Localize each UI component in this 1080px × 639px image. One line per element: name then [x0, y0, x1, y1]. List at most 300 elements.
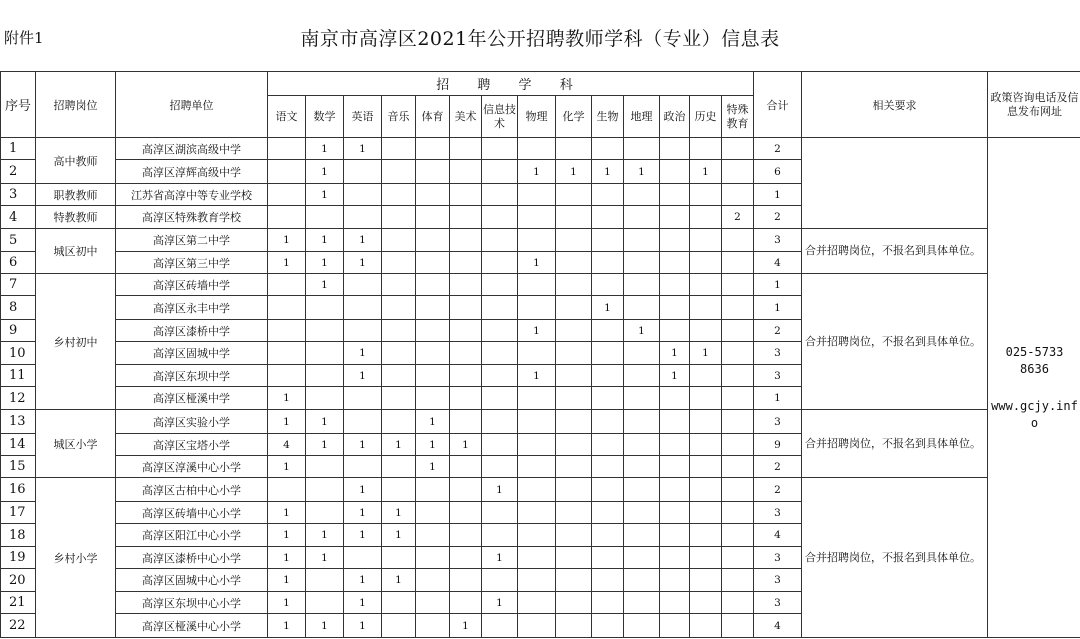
row-position: 特教教师 [36, 206, 116, 229]
table-row [1, 410, 1080, 434]
row-total: 1 [754, 274, 802, 296]
subject-count-cell [624, 524, 660, 547]
subject-count-cell [592, 252, 624, 274]
subject-count-cell [382, 320, 416, 342]
subject-count-cell [556, 229, 592, 252]
header-subject: 特殊教育 [722, 96, 754, 138]
subject-count-cell: 1 [690, 160, 722, 184]
subject-count-cell [722, 569, 754, 592]
row-unit: 高淳区宝塔小学 [116, 434, 268, 456]
subject-count-cell: 1 [344, 229, 382, 252]
row-unit: 高淳区砖墙中心小学 [116, 502, 268, 524]
subject-count-cell: 1 [592, 296, 624, 320]
subject-count-cell [518, 614, 556, 638]
subject-count-cell: 1 [344, 502, 382, 524]
subject-count-cell [556, 342, 592, 365]
subject-count-cell [382, 274, 416, 296]
subject-count-cell: 1 [450, 614, 482, 638]
subject-count-cell: 1 [556, 160, 592, 184]
subject-count-cell [382, 456, 416, 478]
subject-count-cell [690, 274, 722, 296]
subject-count-cell: 1 [268, 614, 306, 638]
header-total: 合计 [754, 72, 802, 138]
subject-count-cell [660, 524, 690, 547]
subject-count-cell [450, 387, 482, 410]
subject-count-cell [382, 342, 416, 365]
subject-count-cell [450, 252, 482, 274]
row-requirement-note: 合并招聘岗位，不报名到具体单位。 [802, 478, 988, 638]
subject-count-cell [416, 524, 450, 547]
row-position: 高中教师 [36, 138, 116, 184]
subject-count-cell: 1 [518, 320, 556, 342]
subject-count-cell [344, 547, 382, 569]
header-subject: 生物 [592, 96, 624, 138]
row-total: 2 [754, 478, 802, 502]
subject-count-cell [306, 478, 344, 502]
subject-count-cell [556, 478, 592, 502]
subject-count-cell [268, 320, 306, 342]
subject-count-cell [518, 502, 556, 524]
table-row [1, 478, 1080, 502]
subject-count-cell [690, 502, 722, 524]
page-title: 南京市高淳区2021年公开招聘教师学科（专业）信息表 [300, 28, 780, 50]
subject-count-cell: 1 [306, 274, 344, 296]
row-unit: 高淳区砖墙中学 [116, 274, 268, 296]
subject-count-cell [690, 569, 722, 592]
subject-count-cell [450, 160, 482, 184]
subject-count-cell [556, 365, 592, 387]
subject-count-cell [416, 365, 450, 387]
subject-count-cell: 1 [268, 547, 306, 569]
subject-count-cell [592, 614, 624, 638]
subject-count-cell [660, 252, 690, 274]
row-unit: 高淳区淳辉高级中学 [116, 160, 268, 184]
subject-count-cell [660, 502, 690, 524]
subject-count-cell [690, 229, 722, 252]
subject-count-cell [624, 274, 660, 296]
subject-count-cell [592, 592, 624, 614]
header-subject: 物理 [518, 96, 556, 138]
subject-count-cell [416, 569, 450, 592]
row-total: 3 [754, 365, 802, 387]
subject-count-cell [482, 320, 518, 342]
header-subject: 地理 [624, 96, 660, 138]
subject-count-cell: 1 [344, 524, 382, 547]
header-subject: 信息技术 [482, 96, 518, 138]
row-position: 城区初中 [36, 229, 116, 274]
row-seq: 11 [1, 365, 36, 387]
subject-count-cell [556, 434, 592, 456]
row-total: 4 [754, 614, 802, 638]
subject-count-cell: 1 [268, 502, 306, 524]
subject-count-cell [722, 478, 754, 502]
subject-count-cell [624, 456, 660, 478]
subject-count-cell [518, 569, 556, 592]
subject-count-cell [482, 614, 518, 638]
subject-count-cell [722, 387, 754, 410]
subject-count-cell [450, 365, 482, 387]
row-unit: 高淳区桠溪中心小学 [116, 614, 268, 638]
subject-count-cell [722, 184, 754, 206]
subject-count-cell [416, 274, 450, 296]
subject-count-cell [624, 387, 660, 410]
subject-count-cell [624, 547, 660, 569]
subject-count-cell [482, 229, 518, 252]
subject-count-cell [624, 342, 660, 365]
subject-count-cell [556, 252, 592, 274]
row-total: 3 [754, 547, 802, 569]
subject-count-cell [450, 569, 482, 592]
subject-count-cell: 1 [344, 434, 382, 456]
row-position: 乡村初中 [36, 274, 116, 410]
row-unit: 高淳区漆桥中心小学 [116, 547, 268, 569]
row-position: 乡村小学 [36, 478, 116, 638]
header-contact: 政策咨询电话及信息发布网址 [988, 72, 1080, 138]
subject-count-cell [624, 206, 660, 229]
subject-count-cell [268, 478, 306, 502]
row-total: 2 [754, 138, 802, 160]
row-seq: 5 [1, 229, 36, 252]
subject-count-cell [450, 410, 482, 434]
subject-count-cell [690, 524, 722, 547]
subject-count-cell [518, 410, 556, 434]
row-unit: 高淳区桠溪中学 [116, 387, 268, 410]
subject-count-cell [518, 184, 556, 206]
subject-count-cell [382, 410, 416, 434]
table-row [1, 138, 1080, 160]
subject-count-cell [690, 614, 722, 638]
subject-count-cell: 1 [624, 320, 660, 342]
subject-count-cell [344, 410, 382, 434]
subject-count-cell: 1 [450, 434, 482, 456]
header-seq: 序号 [1, 72, 36, 138]
subject-count-cell [382, 592, 416, 614]
subject-count-cell [382, 387, 416, 410]
subject-count-cell: 1 [482, 592, 518, 614]
subject-count-cell [382, 184, 416, 206]
subject-count-cell: 1 [518, 252, 556, 274]
row-total: 1 [754, 387, 802, 410]
subject-count-cell [624, 296, 660, 320]
subject-count-cell: 1 [306, 614, 344, 638]
subject-count-cell [592, 184, 624, 206]
subject-count-cell [416, 592, 450, 614]
subject-count-cell [592, 206, 624, 229]
subject-count-cell [722, 229, 754, 252]
subject-count-cell [592, 569, 624, 592]
subject-count-cell: 1 [268, 592, 306, 614]
row-seq: 18 [1, 524, 36, 547]
subject-count-cell [450, 547, 482, 569]
subject-count-cell [482, 206, 518, 229]
subject-count-cell [344, 387, 382, 410]
subject-count-cell [660, 320, 690, 342]
subject-count-cell [722, 410, 754, 434]
subject-count-cell [660, 614, 690, 638]
subject-count-cell: 1 [306, 547, 344, 569]
subject-count-cell [306, 502, 344, 524]
subject-count-cell [344, 296, 382, 320]
subject-count-cell [592, 502, 624, 524]
subject-count-cell [690, 365, 722, 387]
subject-count-cell [592, 365, 624, 387]
subject-count-cell [592, 138, 624, 160]
subject-count-cell: 1 [306, 160, 344, 184]
subject-count-cell [556, 320, 592, 342]
row-seq: 4 [1, 206, 36, 229]
subject-count-cell [382, 252, 416, 274]
subject-count-cell [660, 478, 690, 502]
subject-count-cell [722, 274, 754, 296]
subject-count-cell [482, 252, 518, 274]
row-total: 4 [754, 252, 802, 274]
contact-info [988, 138, 1080, 638]
subject-count-cell [722, 614, 754, 638]
subject-count-cell: 1 [344, 138, 382, 160]
row-requirement-note [802, 138, 988, 229]
subject-count-cell [482, 524, 518, 547]
subject-count-cell [556, 184, 592, 206]
row-unit: 高淳区特殊教育学校 [116, 206, 268, 229]
subject-count-cell [556, 456, 592, 478]
subject-count-cell [518, 387, 556, 410]
subject-count-cell [660, 434, 690, 456]
subject-count-cell [690, 410, 722, 434]
subject-count-cell [482, 456, 518, 478]
row-position: 城区小学 [36, 410, 116, 478]
subject-count-cell [344, 320, 382, 342]
recruitment-table [0, 71, 1080, 638]
subject-count-cell [518, 456, 556, 478]
subject-count-cell [624, 592, 660, 614]
subject-count-cell: 1 [344, 252, 382, 274]
subject-count-cell [306, 206, 344, 229]
subject-count-cell [722, 434, 754, 456]
subject-count-cell [416, 320, 450, 342]
subject-count-cell [592, 410, 624, 434]
subject-count-cell [722, 365, 754, 387]
subject-count-cell [624, 569, 660, 592]
subject-count-cell [450, 502, 482, 524]
subject-count-cell [556, 547, 592, 569]
subject-count-cell [592, 274, 624, 296]
subject-count-cell [482, 342, 518, 365]
subject-count-cell [306, 342, 344, 365]
subject-count-cell: 1 [306, 184, 344, 206]
subject-count-cell: 1 [306, 138, 344, 160]
subject-count-cell [592, 320, 624, 342]
subject-count-cell [450, 274, 482, 296]
subject-count-cell: 1 [416, 410, 450, 434]
row-requirement-note: 合并招聘岗位，不报名到具体单位。 [802, 410, 988, 478]
subject-count-cell [268, 274, 306, 296]
row-seq: 1 [1, 138, 36, 160]
subject-count-cell: 1 [416, 434, 450, 456]
header-unit: 招聘单位 [116, 72, 268, 138]
subject-count-cell [624, 252, 660, 274]
subject-count-cell [556, 296, 592, 320]
subject-count-cell [556, 138, 592, 160]
subject-count-cell [416, 160, 450, 184]
subject-count-cell [556, 502, 592, 524]
header-subject: 语文 [268, 96, 306, 138]
row-requirement-note: 合并招聘岗位，不报名到具体单位。 [802, 274, 988, 410]
subject-count-cell [306, 569, 344, 592]
subject-count-cell [518, 434, 556, 456]
subject-count-cell [306, 592, 344, 614]
subject-count-cell [268, 365, 306, 387]
row-seq: 22 [1, 614, 36, 638]
subject-count-cell: 1 [382, 524, 416, 547]
row-total: 9 [754, 434, 802, 456]
subject-count-cell [518, 342, 556, 365]
subject-count-cell [722, 456, 754, 478]
header-subject: 英语 [344, 96, 382, 138]
subject-count-cell: 1 [344, 365, 382, 387]
subject-count-cell [518, 478, 556, 502]
row-seq: 9 [1, 320, 36, 342]
subject-count-cell [450, 592, 482, 614]
subject-count-cell [482, 387, 518, 410]
subject-count-cell [660, 274, 690, 296]
subject-count-cell [690, 478, 722, 502]
subject-count-cell: 1 [624, 160, 660, 184]
subject-count-cell [482, 365, 518, 387]
row-requirement-note: 合并招聘岗位，不报名到具体单位。 [802, 229, 988, 274]
subject-count-cell [722, 592, 754, 614]
subject-count-cell [624, 410, 660, 434]
header-subject: 数学 [306, 96, 344, 138]
subject-count-cell [450, 296, 482, 320]
subject-count-cell: 1 [382, 569, 416, 592]
subject-count-cell: 1 [268, 569, 306, 592]
contact-website: www.gcjy.info [991, 398, 1078, 430]
subject-count-cell [722, 160, 754, 184]
row-seq: 10 [1, 342, 36, 365]
subject-count-cell [660, 592, 690, 614]
subject-count-cell [660, 229, 690, 252]
subject-count-cell [382, 229, 416, 252]
subject-count-cell [660, 569, 690, 592]
subject-count-cell [592, 387, 624, 410]
subject-count-cell: 2 [722, 206, 754, 229]
subject-count-cell: 1 [344, 569, 382, 592]
subject-count-cell [382, 160, 416, 184]
subject-count-cell: 1 [306, 410, 344, 434]
subject-count-cell [722, 138, 754, 160]
subject-count-cell: 1 [268, 410, 306, 434]
subject-count-cell [660, 456, 690, 478]
subject-count-cell [556, 592, 592, 614]
subject-count-cell [660, 387, 690, 410]
row-total: 3 [754, 410, 802, 434]
row-total: 3 [754, 229, 802, 252]
subject-count-cell [624, 614, 660, 638]
header-subject: 美术 [450, 96, 482, 138]
row-seq: 2 [1, 160, 36, 184]
row-unit: 高淳区淳溪中心小学 [116, 456, 268, 478]
subject-count-cell [382, 296, 416, 320]
row-unit: 江苏省高淳中等专业学校 [116, 184, 268, 206]
subject-count-cell [344, 206, 382, 229]
subject-count-cell [306, 320, 344, 342]
subject-count-cell [624, 229, 660, 252]
row-unit: 高淳区固城中学 [116, 342, 268, 365]
subject-count-cell [416, 502, 450, 524]
subject-count-cell [306, 365, 344, 387]
subject-count-cell [416, 252, 450, 274]
subject-count-cell: 1 [382, 434, 416, 456]
subject-count-cell [416, 342, 450, 365]
row-seq: 14 [1, 434, 36, 456]
subject-count-cell [690, 592, 722, 614]
subject-count-cell [690, 252, 722, 274]
subject-count-cell [268, 160, 306, 184]
row-position: 职教教师 [36, 184, 116, 206]
subject-count-cell [690, 547, 722, 569]
subject-count-cell [382, 365, 416, 387]
subject-count-cell [450, 524, 482, 547]
subject-count-cell [450, 206, 482, 229]
header-subject: 体育 [416, 96, 450, 138]
subject-count-cell [660, 160, 690, 184]
subject-count-cell: 1 [268, 252, 306, 274]
subject-count-cell: 1 [518, 160, 556, 184]
subject-count-cell [382, 547, 416, 569]
subject-count-cell [624, 478, 660, 502]
subject-count-cell [382, 478, 416, 502]
subject-count-cell [624, 502, 660, 524]
subject-count-cell [592, 478, 624, 502]
subject-count-cell [518, 274, 556, 296]
subject-count-cell [722, 320, 754, 342]
subject-count-cell: 1 [268, 456, 306, 478]
row-total: 4 [754, 524, 802, 547]
subject-count-cell [624, 138, 660, 160]
header-subject: 历史 [690, 96, 722, 138]
subject-count-cell [416, 547, 450, 569]
attachment-label: 附件1 [4, 29, 44, 47]
row-seq: 13 [1, 410, 36, 434]
header-requirements: 相关要求 [802, 72, 988, 138]
subject-count-cell [660, 184, 690, 206]
row-total: 3 [754, 569, 802, 592]
subject-count-cell: 1 [344, 342, 382, 365]
subject-count-cell [722, 524, 754, 547]
subject-count-cell [592, 456, 624, 478]
subject-count-cell [306, 296, 344, 320]
subject-count-cell: 1 [306, 434, 344, 456]
subject-count-cell [268, 206, 306, 229]
subject-count-cell: 1 [416, 456, 450, 478]
row-seq: 17 [1, 502, 36, 524]
subject-count-cell: 1 [268, 387, 306, 410]
row-seq: 19 [1, 547, 36, 569]
subject-count-cell: 1 [482, 478, 518, 502]
subject-count-cell [690, 456, 722, 478]
subject-count-cell: 1 [344, 592, 382, 614]
subject-count-cell [624, 365, 660, 387]
subject-count-cell [690, 184, 722, 206]
row-total: 3 [754, 592, 802, 614]
subject-count-cell [268, 138, 306, 160]
subject-count-cell [690, 387, 722, 410]
subject-count-cell [482, 296, 518, 320]
subject-count-cell [592, 547, 624, 569]
row-seq: 16 [1, 478, 36, 502]
contact-phone: 025-57338636 [1005, 344, 1064, 376]
subject-count-cell [416, 138, 450, 160]
